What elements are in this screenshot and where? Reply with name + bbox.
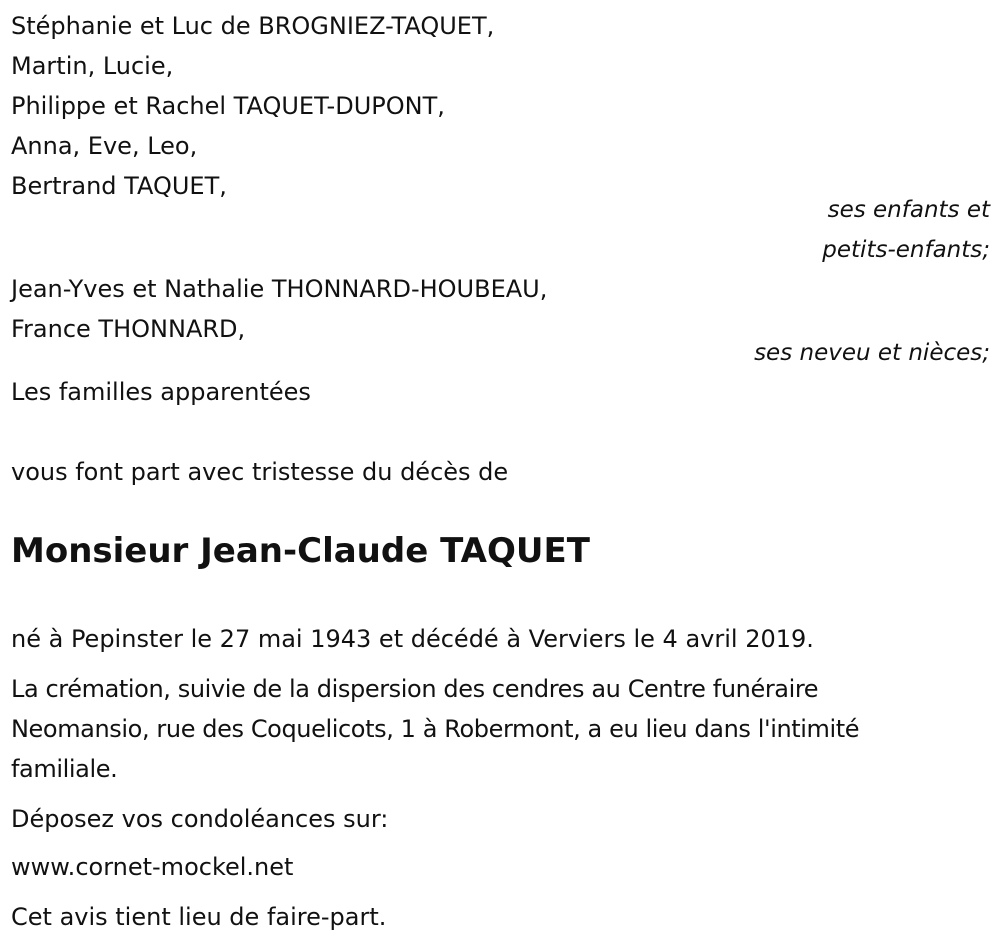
cremation-line: La crémation, suivie de la dispersion des cendres au Centre funéraire <box>11 675 819 703</box>
family-line: Bertrand TAQUET, <box>11 172 227 200</box>
cremation-line: Neomansio, rue des Coquelicots, 1 à Robermont, a eu lieu dans l'intimité <box>11 715 860 743</box>
family-line: France THONNARD, <box>11 315 246 343</box>
cremation-line: familiale. <box>11 755 118 783</box>
family-line: Anna, Eve, Leo, <box>11 132 198 160</box>
condolences-link[interactable]: www.cornet-mockel.net <box>11 853 294 881</box>
closing-note: Cet avis tient lieu de faire-part. <box>11 903 387 931</box>
deceased-name: Monsieur Jean-Claude TAQUET <box>11 531 590 571</box>
children-relation-line: ses enfants et <box>827 197 990 223</box>
family-line: Philippe et Rachel TAQUET-DUPONT, <box>11 92 445 120</box>
related-families: Les familles apparentées <box>11 378 311 406</box>
children-relation-line: petits-enfants; <box>822 237 990 263</box>
family-line: Jean-Yves et Nathalie THONNARD-HOUBEAU, <box>11 275 548 303</box>
condolences-url-line <box>11 852 293 882</box>
birth-death-info: né à Pepinster le 27 mai 1943 et décédé à Verviers le 4 avril 2019. <box>11 625 814 653</box>
announcement-intro: vous font part avec tristesse du décès de <box>11 458 509 486</box>
family-line: Martin, Lucie, <box>11 52 174 80</box>
nephews-relation-line: ses neveu et nièces; <box>754 340 990 366</box>
family-line: Stéphanie et Luc de BROGNIEZ-TAQUET, <box>11 12 495 40</box>
condolences-label: Déposez vos condoléances sur: <box>11 805 389 833</box>
